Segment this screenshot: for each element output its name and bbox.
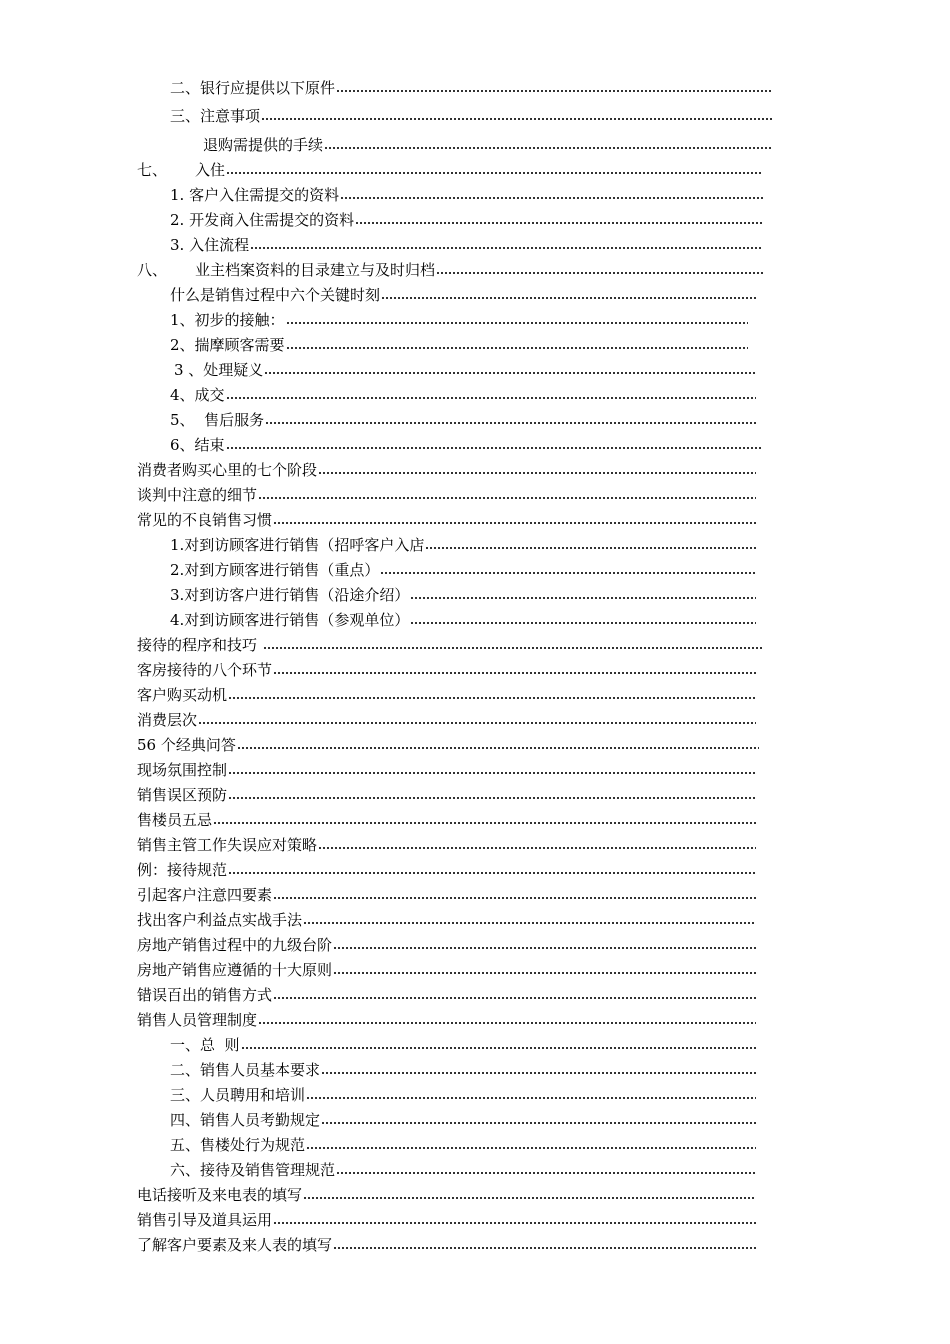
toc-entry[interactable] bbox=[137, 1183, 756, 1207]
toc-entry-label: 1. 客户入住需提交的资料 bbox=[170, 186, 340, 204]
dot-leader bbox=[286, 346, 748, 350]
toc-entry[interactable] bbox=[170, 558, 756, 582]
dot-leader bbox=[265, 421, 756, 425]
toc-entry-label: 退购需提供的手续 bbox=[203, 136, 324, 154]
toc-entry-label: 入住 bbox=[195, 161, 226, 179]
dot-leader bbox=[333, 1246, 756, 1250]
toc-entry[interactable] bbox=[170, 76, 772, 100]
toc-entry[interactable] bbox=[170, 1033, 756, 1057]
toc-entry[interactable] bbox=[137, 758, 756, 782]
dot-leader bbox=[410, 596, 756, 600]
toc-entry[interactable] bbox=[137, 483, 756, 507]
toc-entry[interactable] bbox=[137, 1208, 756, 1232]
toc-entry-label: 现场氛围控制 bbox=[137, 761, 228, 779]
toc-entry[interactable] bbox=[170, 1058, 756, 1082]
dot-leader bbox=[226, 396, 756, 400]
toc-entry-label: 一、总 则 bbox=[170, 1036, 240, 1054]
toc-entry-label: 电话接听及来电表的填写 bbox=[137, 1186, 303, 1204]
dot-leader bbox=[410, 621, 756, 625]
toc-entry-label: 五、售楼处行为规范 bbox=[170, 1136, 306, 1154]
toc-entry[interactable] bbox=[137, 633, 763, 657]
toc-entry-label: 找出客户利益点实战手法 bbox=[137, 911, 303, 929]
toc-entry[interactable] bbox=[137, 158, 763, 182]
dot-leader bbox=[237, 746, 759, 750]
dot-leader bbox=[273, 521, 756, 525]
toc-entry-label: 常见的不良销售习惯 bbox=[137, 511, 273, 529]
toc-entry-label: 3.对到访客户进行销售（沿途介绍） bbox=[170, 586, 410, 604]
toc-entry-label: 三、注意事项 bbox=[170, 107, 261, 125]
dot-leader bbox=[306, 1146, 756, 1150]
toc-entry[interactable] bbox=[137, 858, 756, 882]
dot-leader bbox=[336, 1171, 756, 1175]
toc-entry[interactable] bbox=[137, 933, 756, 957]
dot-leader bbox=[258, 1021, 756, 1025]
toc-entry-label: 例：接待规范 bbox=[137, 861, 228, 879]
dot-leader bbox=[324, 146, 772, 150]
toc-entry-label: 5、 售后服务 bbox=[170, 411, 265, 429]
toc-entry-label: 销售误区预防 bbox=[137, 786, 228, 804]
toc-entry[interactable] bbox=[170, 408, 756, 432]
toc-entry[interactable] bbox=[137, 983, 756, 1007]
toc-entry-label: 销售人员管理制度 bbox=[137, 1011, 258, 1029]
toc-entry-label: 六、接待及销售管理规范 bbox=[170, 1161, 336, 1179]
toc-entry-label: 2.对到方顾客进行销售（重点） bbox=[170, 561, 380, 579]
dot-leader bbox=[226, 446, 763, 450]
toc-entry-label: 业主档案资料的目录建立与及时归档 bbox=[195, 261, 436, 279]
toc-entry-label: 3 、处理疑义 bbox=[174, 361, 264, 379]
toc-entry-label: 消费层次 bbox=[137, 711, 198, 729]
toc-entry-label: 售楼员五忌 bbox=[137, 811, 213, 829]
dot-leader bbox=[241, 1046, 756, 1050]
toc-entry[interactable] bbox=[170, 183, 763, 207]
toc-entry[interactable] bbox=[170, 533, 756, 557]
dot-leader bbox=[303, 921, 756, 925]
toc-entry[interactable] bbox=[137, 258, 763, 282]
toc-entry[interactable] bbox=[137, 733, 759, 757]
dot-leader bbox=[318, 471, 756, 475]
toc-entry[interactable] bbox=[137, 883, 756, 907]
toc-entry-number: 七、 bbox=[137, 161, 168, 179]
toc-entry-label: 消费者购买心里的七个阶段 bbox=[137, 461, 318, 479]
dot-leader bbox=[333, 946, 756, 950]
toc-entry-label: 4.对到访顾客进行销售（参观单位） bbox=[170, 611, 410, 629]
toc-entry[interactable] bbox=[137, 833, 756, 857]
dot-leader bbox=[355, 221, 763, 225]
dot-leader bbox=[228, 871, 756, 875]
dot-leader bbox=[425, 546, 756, 550]
toc-entry[interactable] bbox=[137, 958, 756, 982]
dot-leader bbox=[321, 1071, 756, 1075]
toc-entry-label: 二、银行应提供以下原件 bbox=[170, 79, 336, 97]
dot-leader bbox=[261, 117, 772, 121]
toc-entry[interactable] bbox=[170, 104, 772, 128]
toc-entry[interactable] bbox=[203, 133, 772, 157]
toc-entry[interactable] bbox=[137, 1233, 756, 1257]
toc-entry-label: 3. 入住流程 bbox=[170, 236, 250, 254]
toc-entry-label: 三、人员聘用和培训 bbox=[170, 1086, 306, 1104]
toc-entry-label: 客房接待的八个环节 bbox=[137, 661, 273, 679]
toc-entry[interactable] bbox=[137, 658, 756, 682]
toc-entry-label: 1、初步的接触： bbox=[170, 311, 285, 329]
toc-entry-label: 接待的程序和技巧 bbox=[137, 636, 262, 654]
toc-entry-label: 四、销售人员考勤规定 bbox=[170, 1111, 321, 1129]
toc-entry-label: 1.对到访顾客进行销售（招呼客户入店 bbox=[170, 536, 425, 554]
toc-entry[interactable] bbox=[137, 508, 756, 532]
toc-entry[interactable] bbox=[170, 608, 756, 632]
toc-entry-number: 八、 bbox=[137, 261, 168, 279]
toc-entry[interactable] bbox=[170, 1083, 756, 1107]
toc-entry-label: 销售引导及道具运用 bbox=[137, 1211, 273, 1229]
dot-leader bbox=[336, 89, 772, 93]
toc-entry-label: 了解客户要素及来人表的填写 bbox=[137, 1236, 333, 1254]
toc-entry-label: 引起客户注意四要素 bbox=[137, 886, 273, 904]
dot-leader bbox=[321, 1121, 756, 1125]
toc-entry[interactable] bbox=[170, 283, 756, 307]
toc-entry[interactable] bbox=[137, 783, 756, 807]
toc-entry[interactable] bbox=[137, 908, 756, 932]
dot-leader bbox=[306, 1096, 756, 1100]
toc-entry[interactable] bbox=[170, 383, 756, 407]
toc-entry-label: 56 个经典问答 bbox=[137, 736, 236, 754]
toc-entry[interactable] bbox=[170, 1133, 756, 1157]
toc-entry-label: 销售主管工作失误应对策略 bbox=[137, 836, 318, 854]
dot-leader bbox=[228, 696, 756, 700]
dot-leader bbox=[381, 296, 756, 300]
dot-leader bbox=[250, 246, 763, 250]
dot-leader bbox=[228, 771, 756, 775]
dot-leader bbox=[213, 821, 756, 825]
dot-leader bbox=[226, 171, 763, 175]
toc-entry-label: 2、揣摩顾客需要 bbox=[170, 336, 285, 354]
dot-leader bbox=[228, 796, 756, 800]
toc-entry-label: 房地产销售应遵循的十大原则 bbox=[137, 961, 333, 979]
toc-entry[interactable] bbox=[170, 433, 763, 457]
dot-leader bbox=[273, 996, 756, 1000]
dot-leader bbox=[340, 196, 763, 200]
toc-entry[interactable] bbox=[170, 583, 756, 607]
toc-entry-label: 房地产销售过程中的九级台阶 bbox=[137, 936, 333, 954]
toc-entry[interactable] bbox=[170, 1158, 756, 1182]
toc-entry-label: 谈判中注意的细节 bbox=[137, 486, 258, 504]
toc-entry[interactable] bbox=[170, 1108, 756, 1132]
toc-entry-label: 二、销售人员基本要求 bbox=[170, 1061, 321, 1079]
dot-leader bbox=[380, 571, 756, 575]
dot-leader bbox=[263, 646, 763, 650]
dot-leader bbox=[273, 896, 756, 900]
toc-entry[interactable] bbox=[137, 708, 756, 732]
dot-leader bbox=[318, 846, 756, 850]
toc-entry[interactable] bbox=[170, 233, 763, 257]
dot-leader bbox=[198, 721, 756, 725]
dot-leader bbox=[273, 671, 756, 675]
dot-leader bbox=[258, 496, 756, 500]
dot-leader bbox=[436, 271, 763, 275]
dot-leader bbox=[286, 321, 748, 325]
dot-leader bbox=[264, 371, 756, 375]
toc-entry[interactable] bbox=[137, 458, 756, 482]
toc-entry[interactable] bbox=[170, 208, 763, 232]
toc-entry[interactable] bbox=[170, 308, 748, 332]
toc-entry-label: 客户购买动机 bbox=[137, 686, 228, 704]
toc-entry-label: 6、结束 bbox=[170, 436, 225, 454]
toc-entry[interactable] bbox=[137, 1008, 756, 1032]
toc-entry-label: 什么是销售过程中六个关键时刻 bbox=[170, 286, 381, 304]
toc-entry-label: 错误百出的销售方式 bbox=[137, 986, 273, 1004]
dot-leader bbox=[273, 1221, 756, 1225]
dot-leader bbox=[333, 971, 756, 975]
toc-entry[interactable] bbox=[174, 358, 756, 382]
toc-entry[interactable] bbox=[170, 333, 748, 357]
toc-entry-label: 4、成交 bbox=[170, 386, 225, 404]
dot-leader bbox=[303, 1196, 756, 1200]
toc-entry[interactable] bbox=[137, 683, 756, 707]
toc-entry-label: 2. 开发商入住需提交的资料 bbox=[170, 211, 355, 229]
toc-entry[interactable] bbox=[137, 808, 756, 832]
